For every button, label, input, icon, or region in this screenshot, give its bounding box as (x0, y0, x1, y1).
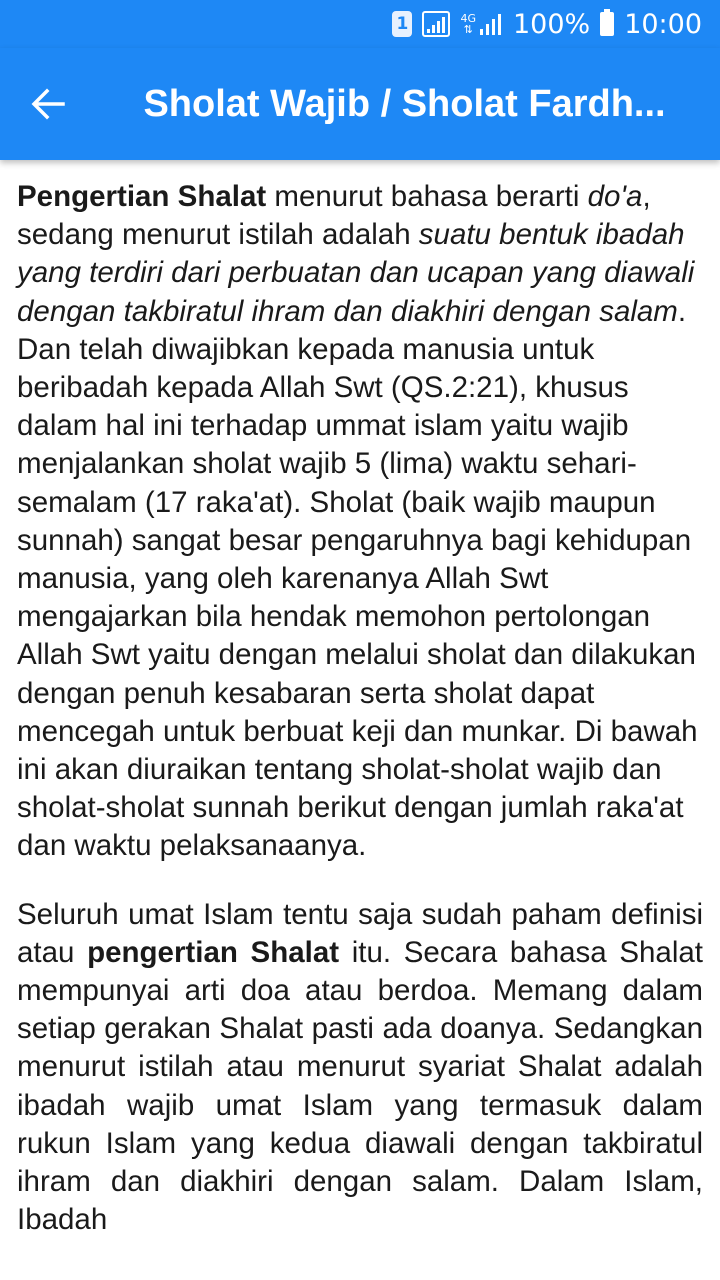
battery-icon (600, 12, 614, 36)
battery-percent: 100% (512, 8, 591, 40)
bold-term: pengertian Shalat (87, 935, 340, 969)
back-button[interactable] (0, 48, 95, 160)
app-bar (0, 48, 720, 160)
sim-icon (392, 11, 412, 37)
italic-definition: suatu bentuk ibadah yang terdiri dari perbuatan dan ucapan yang diawali dengan takbiratul ihram dan diakhiri dengan salam (17, 218, 695, 328)
bold-term: Pengertian Shalat (17, 180, 267, 213)
article-content (17, 178, 703, 1239)
italic-term: do'a (587, 180, 643, 213)
sim-number: 1 (396, 14, 409, 34)
status-bar (0, 0, 720, 48)
clock: 10:00 (624, 8, 702, 40)
paragraph-2: Seluruh umat Islam tentu saja sudah paham definisi atau pengertian Shalat itu. Secara bahasa Shalat mempunyai arti doa atau berdoa. Memang dalam setiap gerakan Shalat pasti ada doanya. Sedangkan menurut istilah atau menurut syariat Shalat adalah ibadah wajib umat Islam yang termasuk dalam rukun Islam yang kedua diawali dengan takbiratul ihram dan diakhiri dengan salam. Dalam Islam, Ibadah (17, 897, 703, 1237)
page-title: Sholat Wajib / Sholat Fardh... (143, 82, 666, 125)
signal-1-icon (422, 11, 450, 37)
mobile-data-icon (460, 12, 503, 36)
arrow-left-icon (30, 86, 66, 122)
paragraph-1: Pengertian Shalat menurut bahasa berarti do'a, sedang menurut istilah adalah suatu bentuk ibadah yang terdiri dari perbuatan dan ucapan yang diawali dengan takbiratul ihram dan diakhiri dengan salam. Dan telah diwajibkan kepada manusia untuk beribadah kepada Allah Swt (QS.2:21), khusus dalam hal ini terhadap ummat islam yaitu wajib menjalankan sholat wajib 5 (lima) waktu sehari-semalam (17 raka'at). Sholat (baik wajib maupun sunnah) sangat besar pengaruhnya bagi kehidupan manusia, yang oleh karenanya Allah Swt mengajarkan bila hendak memohon pertolongan Allah Swt yaitu dengan melalui sholat dan dilakukan dengan penuh kesabaran serta sholat dapat mencegah untuk berbuat keji dan munkar. Di bawah ini akan diuraikan tentang sholat-sholat wajib dan sholat-sholat sunnah berikut dengan jumlah raka'at dan waktu pelaksanaanya. (17, 180, 698, 863)
network-type: 4G ⇅ (460, 12, 476, 36)
signal-icon (479, 12, 503, 36)
